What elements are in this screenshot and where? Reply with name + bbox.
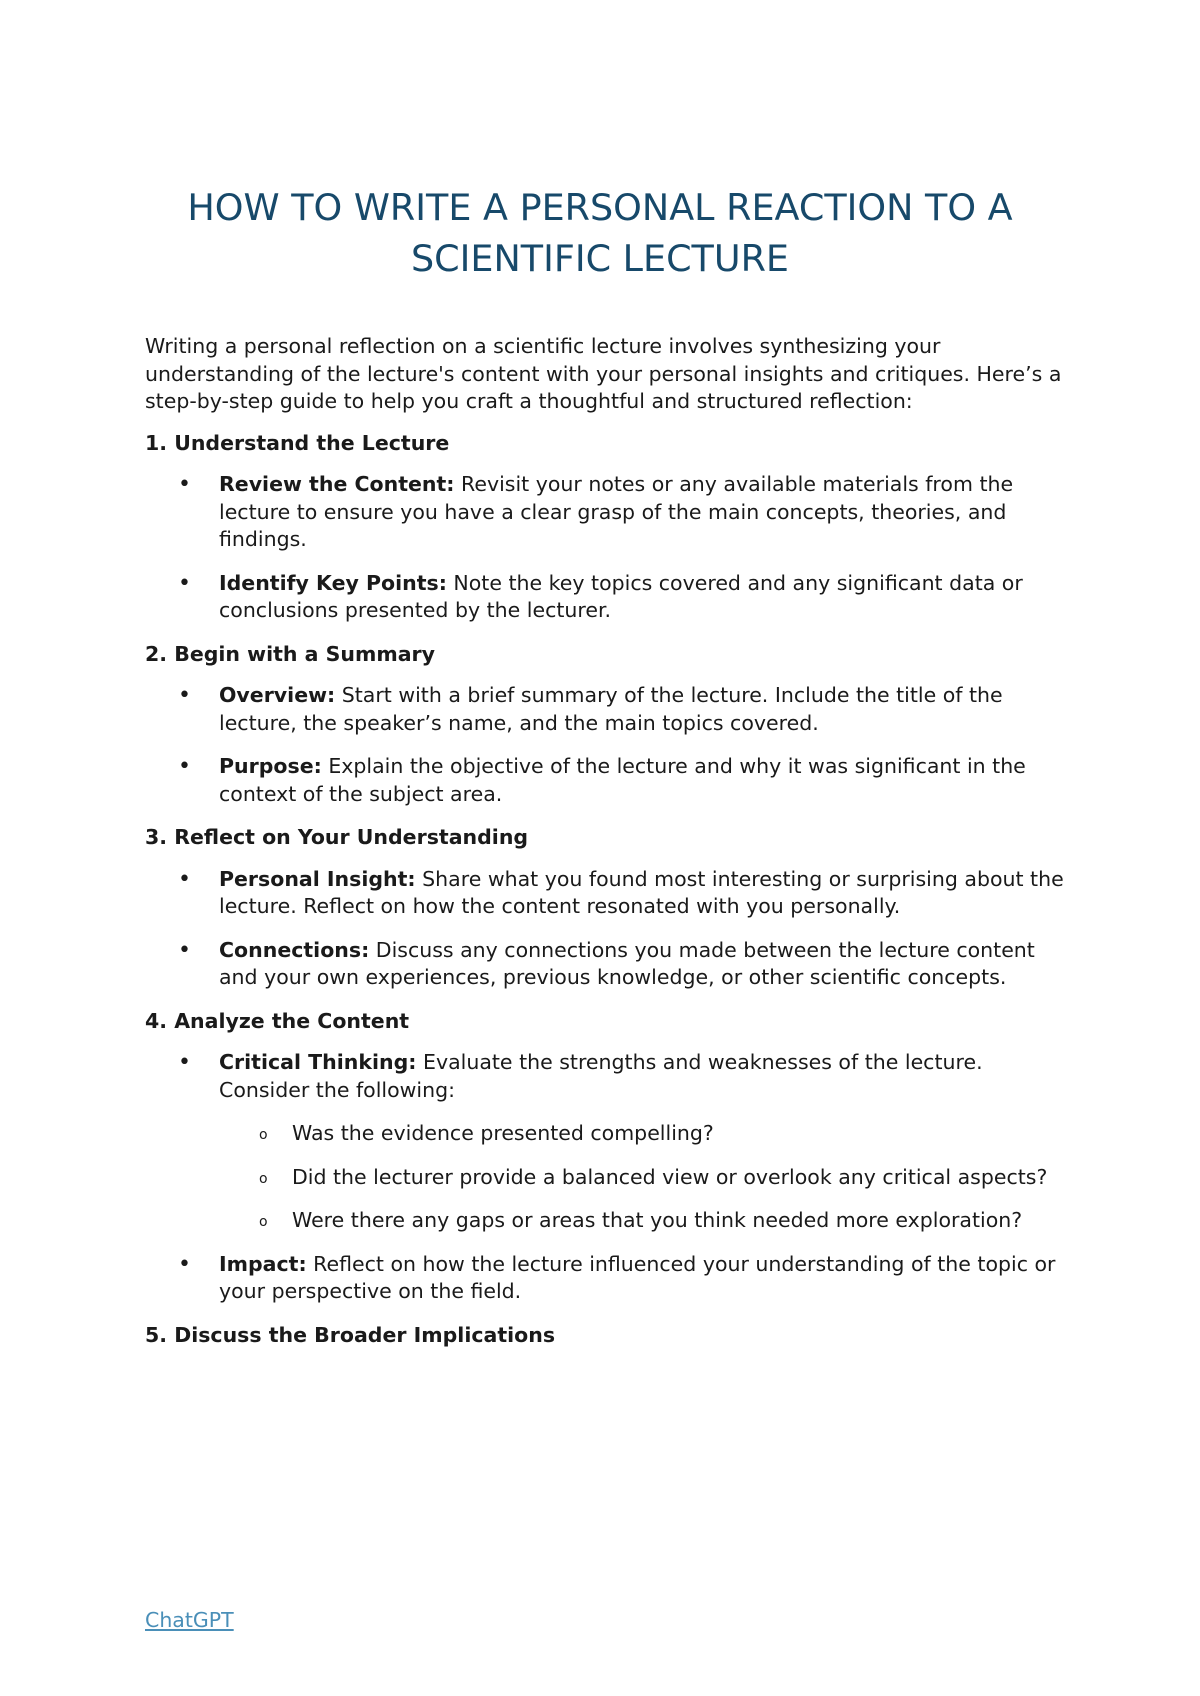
bullet-list bbox=[145, 682, 1065, 808]
bullet-text: Start with a brief summary of the lecture. Include the title of the lecture, the speaker’s name, and the main topics covered. bbox=[219, 683, 1003, 735]
bullet-list bbox=[145, 471, 1065, 625]
bullet-label: Identify Key Points: bbox=[219, 570, 447, 595]
bullet-list bbox=[145, 866, 1065, 992]
sub-bullet-text: Were there any gaps or areas that you think needed more exploration? bbox=[292, 1208, 1023, 1232]
list-item bbox=[145, 1251, 1065, 1306]
list-item bbox=[145, 471, 1065, 554]
bullet-marker: • bbox=[178, 1251, 191, 1277]
sub-bullet-marker: o bbox=[259, 1214, 268, 1230]
section-heading: 1. Understand the Lecture bbox=[145, 430, 450, 455]
bullet-marker: • bbox=[178, 683, 191, 708]
sub-bullet-marker: o bbox=[259, 1170, 268, 1187]
list-item bbox=[145, 937, 1065, 992]
chatgpt-link[interactable]: ChatGPT bbox=[145, 1608, 234, 1632]
list-item bbox=[145, 1049, 1065, 1235]
bullet-text: Share what you found most interesting or surprising about the lecture. Reflect on how the content resonated with you personally. bbox=[219, 866, 1064, 918]
sub-bullet-marker: o bbox=[259, 1127, 268, 1143]
bullet-label: Review the Content: bbox=[219, 472, 455, 496]
bullet-label: Critical Thinking: bbox=[219, 1050, 417, 1074]
bullet-text: Revisit your notes or any available materials from the lecture to ensure you have a clear grasp of the main concepts, theories, and findings. bbox=[219, 472, 1014, 551]
list-item bbox=[145, 682, 1065, 737]
sub-list-item bbox=[219, 1164, 1065, 1192]
bullet-marker: • bbox=[178, 937, 191, 963]
bullet-marker: • bbox=[178, 754, 191, 779]
sub-list-item bbox=[219, 1120, 1065, 1148]
list-item bbox=[145, 753, 1065, 808]
section-heading: 4. Analyze the Content bbox=[145, 1008, 410, 1033]
bullet-marker: • bbox=[178, 1050, 191, 1075]
bullet-label: Personal Insight: bbox=[219, 866, 416, 891]
bullet-text: Note the key topics covered and any significant data or conclusions presented by the lecturer. bbox=[219, 570, 1023, 622]
bullet-text: Explain the objective of the lecture and why it was significant in the context of the subject area. bbox=[219, 754, 1026, 806]
bullet-label: Purpose: bbox=[219, 754, 322, 778]
bullet-text: Reflect on how the lecture influenced your understanding of the topic or your perspective on the field. bbox=[219, 1251, 1056, 1303]
sub-bullet-text: Did the lecturer provide a balanced view or overlook any critical aspects? bbox=[292, 1164, 1048, 1189]
list-item bbox=[145, 570, 1065, 625]
bullet-label: Connections: bbox=[219, 937, 370, 962]
section-heading: 2. Begin with a Summary bbox=[145, 641, 436, 666]
document-body bbox=[145, 333, 1065, 1363]
bullet-text: Discuss any connections you made between the lecture content and your own experiences, previous knowledge, or other scientific concepts. bbox=[219, 937, 1035, 989]
section-heading: 5. Discuss the Broader Implications bbox=[145, 1322, 556, 1347]
sub-bullet-text: Was the evidence presented compelling? bbox=[292, 1121, 714, 1145]
sub-list-item bbox=[219, 1207, 1065, 1235]
bullet-marker: • bbox=[178, 866, 191, 892]
section-heading: 3. Reflect on Your Understanding bbox=[145, 825, 529, 849]
sub-bullet-list bbox=[219, 1120, 1065, 1235]
bullet-marker: • bbox=[178, 472, 191, 497]
list-item bbox=[145, 866, 1065, 921]
bullet-marker: • bbox=[178, 570, 191, 596]
bullet-list bbox=[145, 1049, 1065, 1306]
bullet-text: Evaluate the strengths and weaknesses of the lecture. Consider the following: bbox=[219, 1050, 983, 1102]
document-title: HOW TO WRITE A PERSONAL REACTION TO A SCIENTIFIC LECTURE bbox=[187, 186, 1013, 280]
intro-paragraph: Writing a personal reflection on a scientific lecture involves synthesizing your understanding of the lecture's content with your personal insights and critiques. Here’s a step-by-step guide to help you craft a thoughtful and structured reflection: bbox=[145, 334, 1062, 413]
bullet-label: Overview: bbox=[219, 683, 336, 707]
bullet-label: Impact: bbox=[219, 1251, 307, 1276]
